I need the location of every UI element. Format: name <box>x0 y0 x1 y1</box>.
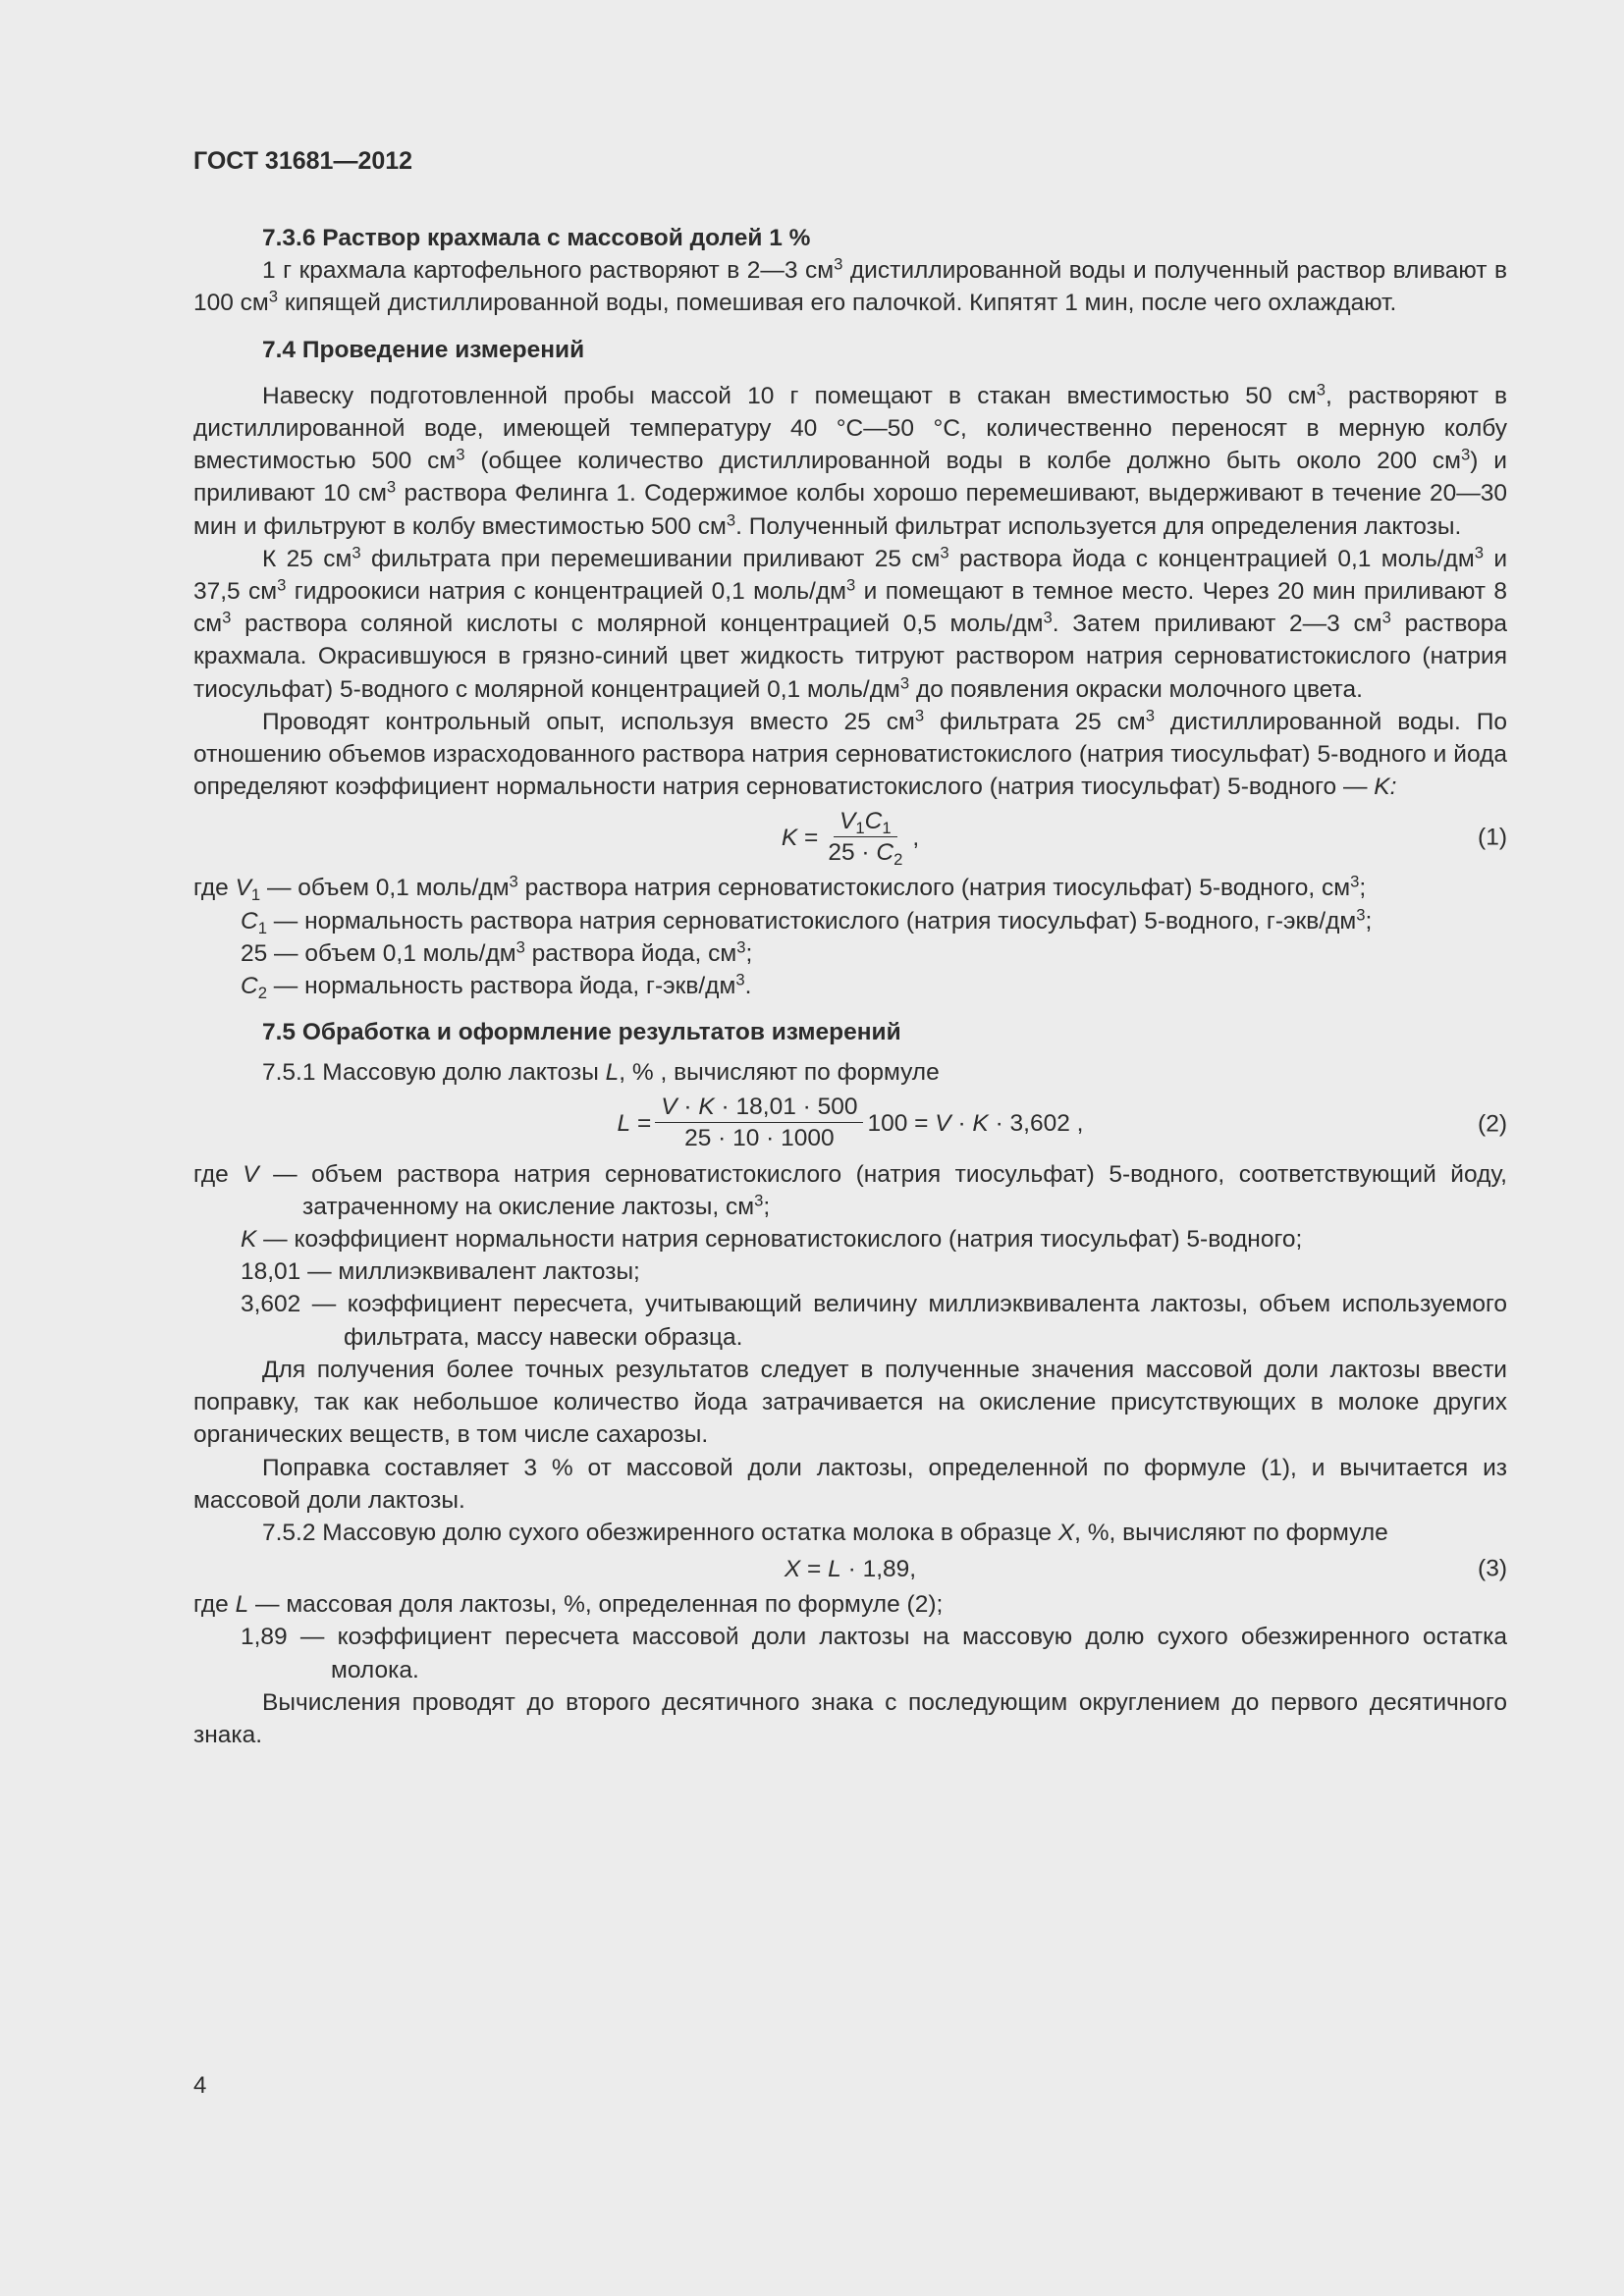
paragraph: 1 г крахмала картофельного растворяют в 2—3 $см^3$ дистиллированной воды и полученный раствор вливают в 100 $см^3$ кипящей дистиллированной воды, помешивая его палочкой. Кипятят 1 мин, после чего охлаждают. <box>193 254 1507 317</box>
where-line: $C_1$ — нормальность раствора натрия серноватистокислого (натрия тиосульфат) 5-водного, $г-экв/дм^3$; <box>241 905 1373 937</box>
page-number: 4 <box>193 2072 207 2099</box>
section-7-3-6-title: 7.3.6 Раствор крахмала с массовой долей 1 % <box>262 225 811 251</box>
where-line: 25 — объем 0,1 моль/$дм^3$ раствора йода, $см^3$; <box>241 937 753 967</box>
formula-number: (2) <box>1478 1110 1507 1138</box>
document-header: ГОСТ 31681—2012 <box>193 147 413 175</box>
paragraph: Проводят контрольный опыт, используя вместо 25 $см^3$ фильтрата 25 $см^3$ дистиллированной воды. По отношению объемов израсходованного раствора натрия серноватистокислого (натрия тиосульфат) 5-водного и йода определяют коэффициент нормальности натрия серноватистокислого (натрия тиосульфат) 5-водного — K: <box>193 706 1507 801</box>
formula-number: (1) <box>1478 824 1507 851</box>
formula-1: K = $\frac{V_1C_1}{25 \cdot C_2}$ , (1) <box>781 807 1507 869</box>
formula-2: L = $\frac{V \cdot K \cdot 18,01 \cdot 500}{25 \cdot 10 \cdot 1000}$ 100 = V · K · 3,602 , (2) <box>617 1094 1507 1152</box>
where-line: где $V_1$ — объем 0,1 моль/$дм^3$ раствора натрия серноватистокислого (натрия тиосульфат) 5-водного, $см^3$; <box>193 873 1367 905</box>
where-line: где L — массовая доля лактозы, %, определенная по формуле (2); <box>193 1591 944 1619</box>
formula-3: X = L · 1,89, (3) <box>193 1549 1507 1588</box>
section-7-4-title: 7.4 Проведение измерений <box>262 336 585 363</box>
where-line: 18,01 — миллиэквивалент лактозы; <box>241 1258 640 1286</box>
document-body <box>193 222 1507 1751</box>
where-line: K — коэффициент нормальности натрия серноватистокислого (натрия тиосульфат) 5-водного; <box>241 1226 1303 1254</box>
where-line: где V — объем раствора натрия серноватистокислого (натрия тиосульфат) 5-водного, соответствующий йоду, затраченному на окисление лактозы, $см^3$; <box>193 1160 1507 1220</box>
where-line: 1,89 — коэффициент пересчета массовой доли лактозы на массовую долю сухого обезжиренного остатка молока. <box>241 1624 1507 1683</box>
paragraph: Вычисления проводят до второго десятичного знака с последующим округлением до первого десятичного знака. <box>193 1688 1507 1748</box>
paragraph: Навеску подготовленной пробы массой 10 г помещают в стакан вместимостью 50 $см^3$, растворяют в дистиллированной воде, имеющей температуру 40 °С—50 °С, количественно переносят в мерную колбу вместимостью 500 $см^3$ (общее количество дистиллированной воды в колбе должно быть около 200 $см^3$) и приливают 10 $см^3$ раствора Фелинга 1. Содержимое колбы хорошо перемешивают, выдерживают в течение 20—30 мин и фильтруют в колбу вместимостью 500 $см^3$. Полученный фильтрат используется для определения лактозы. <box>193 380 1507 540</box>
paragraph: К 25 $см^3$ фильтрата при перемешивании приливают 25 $см^3$ раствора йода с концентрацией 0,1 моль/$дм^3$ и 37,5 $см^3$ гидроокиси натрия с концентрацией 0,1 моль/$дм^3$ и помещают в темное место. Через 20 мин приливают 8 $см^3$ раствора соляной кислоты с молярной концентрацией 0,5 моль/$дм^3$. Затем приливают 2—3 $см^3$ раствора крахмала. Окрасившуюся в грязно-синий цвет жидкость титруют раствором натрия серноватистокислого (натрия тиосульфат) 5-водного с молярной концентрацией 0,1 моль/$дм^3$ до появления окраски молочного цвета. <box>193 543 1508 703</box>
paragraph: 7.5.1 Массовую долю лактозы L, % , вычисляют по формуле <box>262 1059 940 1087</box>
where-line: $C_2$ — нормальность раствора йода, $г-экв/дм^3$. <box>241 970 752 1003</box>
section-7-5-title: 7.5 Обработка и оформление результатов измерений <box>262 1019 901 1046</box>
paragraph: 7.5.2 Массовую долю сухого обезжиренного остатка молока в образце X, %, вычисляют по формуле <box>262 1519 1388 1546</box>
where-line: 3,602 — коэффициент пересчета, учитывающий величину миллиэквивалента лактозы, объем используемого фильтрата, массу навески образца. <box>241 1291 1507 1351</box>
formula-number: (3) <box>1478 1555 1507 1582</box>
paragraph: Для получения более точных результатов следует в полученные значения массовой доли лактозы ввести поправку, так как небольшое количество йода затрачивается на окисление присутствующих в молоке других органических веществ, в том числе сахарозы. <box>193 1356 1507 1449</box>
paragraph: Поправка составляет 3 % от массовой доли лактозы, определенной по формуле (1), и вычитается из массовой доли лактозы. <box>193 1454 1507 1514</box>
